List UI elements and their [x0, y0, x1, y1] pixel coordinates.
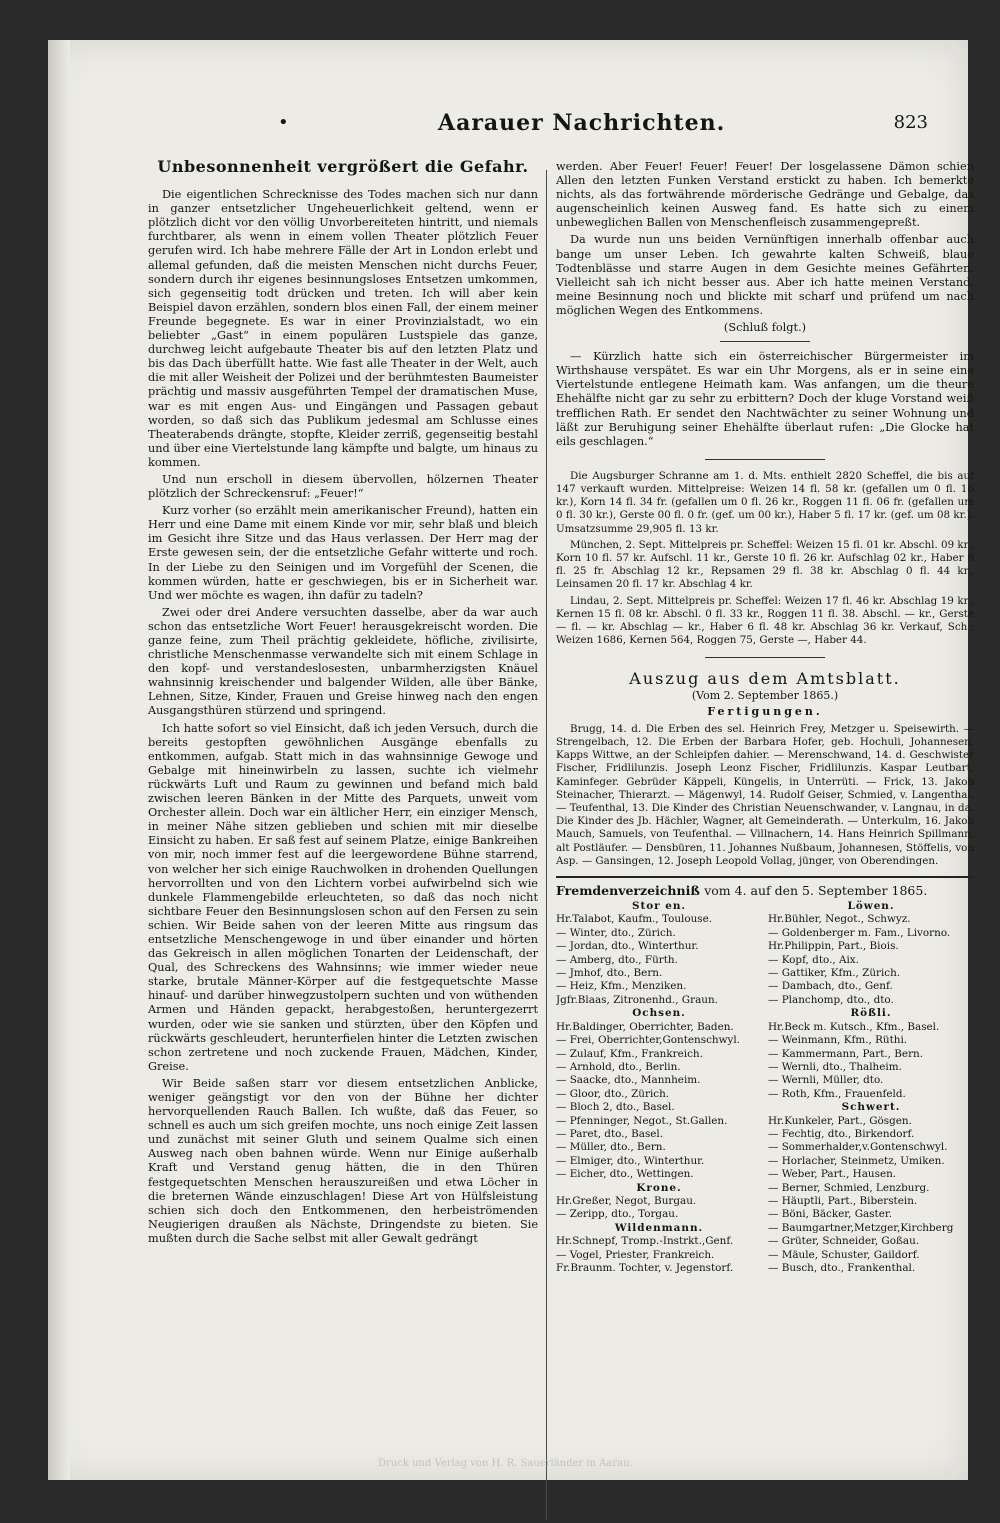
guest-entry: — Weber, Part., Hausen. — [768, 1168, 897, 1181]
divider — [720, 341, 810, 342]
guest-entry: — Winter, dto., Zürich. — [556, 926, 676, 939]
guest-entry: Hr.Baldinger, Oberrichter, Baden. — [556, 1020, 734, 1033]
article-continuation: Da wurde nun uns beiden Vernünftigen innerhalb offenbar auch bange um unser Leben. Ich gewahrte kalten Schweiß, blaue Todtenblässe und starre Augen in dem Gesichte meines Gefährten. Vielleicht sah ich nicht besser aus. Aber ich hatte meinen Verstand, meine Besinnung noch und blickte mit scharf und prüfend um nach möglichen Wegen des Entkommens. — [556, 233, 974, 317]
guest-entry: — Roth, Kfm., Frauenfeld. — [768, 1087, 906, 1100]
guest-entry: — Saacke, dto., Mannheim. — [556, 1074, 701, 1087]
guest-list-date: vom 4. auf den 5. September 1865. — [704, 882, 928, 898]
newspaper-title: Aarauer Nachrichten. — [438, 110, 726, 136]
guest-entry: — Arnhold, dto., Berlin. — [556, 1060, 681, 1073]
guest-entry: — Baumgartner,Metzger,Kirchberg — [768, 1221, 954, 1234]
guest-list-heading: Fremdenverzeichniß — [556, 882, 700, 898]
left-column — [148, 157, 538, 1249]
page-number: 823 — [893, 112, 928, 133]
guest-entry: — Kopf, dto., Aix. — [768, 953, 859, 966]
guest-entry: — Heiz, Kfm., Menziken. — [556, 980, 687, 993]
binding-edge — [48, 40, 70, 1480]
hotel-name: Schwert. — [841, 1101, 901, 1114]
article-paragraph: Zwei oder drei Andere versuchten dasselbe, aber da war auch schon das entsetzliche Wort Feuer! herausgekreischt worden. Die ganze feine, zum Theil prächtig gekleidete, höfliche, zivilisirte, christliche Menschenmasse verwandelte sich mit einem Schlage in den kopf- und verstandeslosesten, unbarmherzigsten Knäuel wahnsinnig kreischender und balgender Wilden, alle über Bänke, Lehnen, Sitze, Kinder, Frauen und Greise hinweg nach den engen Ausgangsthüren stürzend und springend. — [148, 605, 538, 718]
guest-entry: Hr.Bühler, Negot., Schwyz. — [768, 913, 911, 926]
guest-entry: — Mäule, Schuster, Gaildorf. — [768, 1248, 920, 1261]
market-report: Lindau, 2. Sept. Mittelpreis pr. Scheffel: Weizen 17 fl. 46 kr. Abschlag 19 kr., Kernen 15 fl. 08 kr. Abschl. 0 fl. 33 kr., Roggen 11 fl. 38. Abschl. — kr., Gerste — fl. — kr. Abschlag — kr., Haber 6 fl. 48 kr. Abschlag 36 kr. Verkauf, Sch.: Weizen 1686, Kernen 564, Roggen 75, Gerste —, Haber 44. — [556, 594, 974, 647]
article-paragraph: Ich hatte sofort so viel Einsicht, daß ich jeden Versuch, durch die bereits gestopften gewöhnlichen Ausgänge ebenfalls zu entkommen, aufgab. Statt mich in das wahnsinnige Gewoge und Gebalge mit hineinwirbeln zu lassen, suchte ich vielmehr rückwärts Luft und Raum zu gewinnen und befand mich bald zwischen leeren Bänken in der Mitte des Parquets, unweit vom Orchester allein. Doch war ein ältlicher Herr, ein einziger Mensch, in meiner Nähe sitzen geblieben und schien mit mir dieselbe Einsicht zu haben. Er saß fest auf seinem Platze, einige Bankreihen von mir, noch immer fest auf die leergewordene Bühne starrend, von welcher her sich einige Rauchwolken in drohenden Quellungen hervorrollten und von den Lichtern vorbei aufwirbelnd sich wie dunkele Flammengebilde erleuchteten, so daß das noch nicht sichtbare Feuer den Besinnungslosen schon auf den Fersen zu sein schien. Wir Beide sahen von der leeren Mitte aus ringsum das entsetzliche Menschengewoge in und über einander und hörten das Gekreisch in allen möglichen Tonarten der Leidenschaft, der Qual, des Schreckens des Wahnsinns; wie immer wieder neue starke, brutale Männer-Körper auf die festgequetschte Masse hinauf- und darüber hinwegzustolpern suchten und von wüthenden Armen und Händen gepackt, herabgestoßen, heruntergezerrt wurden, oder wie sie sanken und stürzten, über den Köpfen und rückwärts geschleudert, herunterfielen hinter die Letzten zwischen schon zertretene und noch zuckende Frauen, Mädchen, Kinder, Greise. — [148, 721, 538, 1073]
guest-entry: — Gloor, dto., Zürich. — [556, 1087, 670, 1100]
guest-entry: — Weinmann, Kfm., Rüthi. — [768, 1034, 908, 1047]
guest-entry: — Sommerhalder,v.Gontenschwyl. — [768, 1141, 948, 1154]
guest-entry: — Busch, dto., Frankenthal. — [768, 1262, 916, 1274]
guest-entry: — Elmiger, dto., Winterthur. — [556, 1154, 705, 1167]
divider — [705, 657, 825, 658]
guest-entry: — Wernli, dto., Thalheim. — [768, 1060, 902, 1073]
guest-entry: Jgfr.Blaas, Zitronenhd., Graun. — [556, 993, 718, 1006]
article-paragraph: Die eigentlichen Schrecknisse des Todes machen sich nur dann in ganzer entsetzlicher Ungeheuerlichkeit geltend, wenn er plötzlich dicht vor den völlig Unvorbereiteten hintritt, und niemals furchtbarer, als wenn in einem vollen Theater plötzlich Feuer gerufen wird. Ich habe mehrere Fälle der Art in London erlebt und allemal gefunden, daß die meisten Menschen nicht durchs Feuer, sondern durch ihr eigenes besinnungsloses Entsetzen umkommen, sich gegenseitig todt drücken und treten. Ich will aber kein Beispiel davon erzählen, sondern blos einen Fall, der einem meiner Freunde begegnete. Es war in einer Provinzialstadt, wo ein beliebter „Gast“ in einem populären Lustspiele das ganze, durchweg leicht aufgebaute Theater bis auf den letzten Platz und bis das Dach überfüllt hatte. Wie fast alle Theater in der Welt, auch die mit aller Weisheit der Polizei und der berühmtesten Baumeister prächtig und massiv ausgeführten Tempel der dramatischen Muse, war es mit engen Aus- und Eingängen und Passagen gebaut worden, so daß sich das Publikum jedesmal am Schlusse eines Theaterabends drängte, stopfte, Kleider zerriß, gegenseitig bestahl und über eine Viertelstunde lang kämpfte und balgte, um hinaus zu kommen. — [148, 188, 538, 469]
guest-entry: — Wernli, Müller, dto. — [768, 1074, 884, 1087]
amtsblatt-text: Brugg, 14. d. Die Erben des sel. Heinrich Frey, Metzger u. Speisewirth. — Strengelbach, 12. Die Erben der Barbara Hofer, geb. Hochuli, Johannesen, Kapps Wittwe, an der Schleipfen dahier. — Merenschwand, 14. d. Geschwister Fischer, Fridlilunzis. Joseph Leonz Fischer, Fridlilunzis. Kaspar Leutbart, Kaminfeger. Gebrüder Käppeli, Küngelis, in Unterrüti. — Frick, 13. Jakob Steinacher, Thierarzt. — Mägenwyl, 14. Rudolf Geiser, Schmied, v. Langenthal. — Teufenthal, 13. Die Kinder des Christian Neuenschwander, v. Langnau, in da. Die Kinder des Jb. Hächler, Wagner, alt Gemeinderath. — Unterkulm, 16. Jakob Mauch, Samuels, von Teufenthal. — Villnachern, 14. Hans Heinrich Spillmann, alt Postläufer. — Densbüren, 11. Johannes Nußbaum, Johannesen, Stöffelis, von Asp. — Gansingen, 12. Joseph Leopold Vollag, jünger, von Oberendingen. — [556, 722, 974, 867]
market-reports — [556, 470, 974, 648]
guest-entry: — Dambach, dto., Genf. — [768, 980, 893, 993]
article-paragraph: Und nun erscholl in diesem übervollen, hölzernen Theater plötzlich der Schreckensruf: „Feuer!“ — [148, 472, 538, 501]
amtsblatt-subheading: Fertigungen. — [707, 704, 823, 718]
guest-entry: Hr.Schnepf, Tromp.-Instrkt.,Genf. — [556, 1235, 734, 1248]
guest-entry: — Fechtig, dto., Birkendorf. — [768, 1127, 915, 1140]
guest-entry: — Goldenberger m. Fam., Livorno. — [768, 926, 951, 939]
guest-list — [556, 900, 974, 1275]
page-header — [218, 110, 958, 140]
column-divider — [546, 170, 547, 1520]
printer-imprint: Druck und Verlag von H. R. Sauerländer in Aarau. — [378, 1458, 633, 1469]
guest-list-title — [556, 884, 974, 898]
newspaper-page — [48, 40, 974, 1480]
divider — [705, 459, 825, 460]
guest-entry: Hr.Talabot, Kaufm., Toulouse. — [556, 913, 713, 926]
guest-entry: — Amberg, dto., Fürth. — [556, 953, 678, 966]
guest-entry: — Jordan, dto., Winterthur. — [556, 940, 699, 953]
to-be-continued: (Schluß folgt.) — [723, 321, 807, 335]
market-report: Die Augsburger Schranne am 1. d. Mts. enthielt 2820 Scheffel, die bis auf 147 verkauft wurden. Mittelpreise: Weizen 14 fl. 58 kr. (gefallen um 0 fl. 16 kr.), Korn 14 fl. 34 fr. (gefallen um 0 fl. 26 kr., Roggen 11 fl. 06 fr. (gefallen um 0 fl. 30 kr.), Gerste 00 fl. 0 fr. (gef. um 00 kr.), Haber 5 fl. 17 kr. (gef. um 08 kr.). Umsatzsumme 29,905 fl. 13 kr. — [556, 469, 974, 535]
guest-entry: — Planchomp, dto., dto. — [768, 993, 894, 1006]
guest-entry: Hr.Kunkeler, Part., Gösgen. — [768, 1114, 912, 1127]
market-report: München, 2. Sept. Mittelpreis pr. Scheffel: Weizen 15 fl. 01 kr. Abschl. 09 kr., Korn 10 fl. 57 kr. Aufschl. 11 kr., Gerste 10 fl. 26 kr. Aufschlag 02 kr., Haber 6 fl. 25 fr. Abschlag 12 kr., Repsamen 29 fl. 38 kr. Abschlag 0 fl. 44 kr., Leinsamen 20 fl. 17 kr. Abschlag 4 kr. — [556, 538, 974, 591]
hotel-name: Ochsen. — [632, 1007, 686, 1020]
divider — [556, 876, 974, 878]
guest-entry: — Zeripp, dto., Torgau. — [556, 1208, 679, 1221]
hotel-name: Stor en. — [631, 900, 687, 913]
guest-entry: — Horlacher, Steinmetz, Umiken. — [768, 1154, 945, 1167]
guest-entry: — Böni, Bäcker, Gaster. — [768, 1208, 893, 1221]
guest-entry: — Paret, dto., Basel. — [556, 1127, 664, 1140]
guest-entry: — Häuptli, Part., Biberstein. — [768, 1194, 918, 1207]
article-continuation: werden. Aber Feuer! Feuer! Feuer! Der losgelassene Dämon schien Allen den letzten Funken Verstand erstickt zu haben. Ich bemerkte nichts, als das fortwährende mörderische Gedränge und Gebalge, das augenscheinlich keinen Ausweg fand. Es hatte sich zu einem unbeweglichen Ballen von Menschenfleisch zusammengepreßt. — [556, 160, 974, 230]
amtsblatt-title: Auszug aus dem Amtsblatt. — [629, 669, 901, 689]
guest-entry: — Gattiker, Kfm., Zürich. — [768, 967, 901, 980]
hotel-name: Rößli. — [850, 1007, 892, 1020]
header-mark: • — [278, 112, 289, 133]
hotel-name: Löwen. — [847, 900, 895, 913]
guest-entry: — Eicher, dto., Wettingen. — [556, 1168, 694, 1181]
guest-entry: — Frei, Oberrichter,Gontenschwyl. — [556, 1034, 740, 1047]
guest-entry: Hr.Beck m. Kutsch., Kfm., Basel. — [768, 1020, 940, 1033]
article-paragraph: Kurz vorher (so erzählt mein amerikanischer Freund), hatten ein Herr und eine Dame mit einem Kinde vor mir, sehr blaß und bleich im Gesicht ihre Sitze und das Haus verlassen. Der Herr mag der Erste gewesen sein, der die entsetzliche Gefahr witterte und roch. In der Liebe zu den Seinigen und im Vorgefühl der Scenen, die kommen würden, hatte er geschwiegen, bis er in Sicherheit war. Und wer möchte es wagen, ihn dafür zu tadeln? — [148, 504, 538, 602]
article-title: Unbesonnenheit vergrößert die Gefahr. — [157, 157, 529, 176]
guest-entry: — Zulauf, Kfm., Frankreich. — [556, 1047, 703, 1060]
guest-column-right — [768, 900, 974, 1275]
guest-column-left — [556, 900, 762, 1275]
guest-entry: — Berner, Schmied, Lenzburg. — [768, 1181, 930, 1194]
guest-entry: Fr.Braunm. Tochter, v. Jegenstorf. — [556, 1262, 734, 1274]
guest-entry: — Pfenninger, Negot., St.Gallen. — [556, 1114, 728, 1127]
article-paragraph: Wir Beide saßen starr vor diesem entsetzlichen Anblicke, weniger geängstigt vor den von der Bühne her dichter hervorquellenden Rauch Ballen. Ich wußte, daß das Feuer, so schnell es auch um sich greifen mochte, uns noch einige Zeit lassen und zunächst mit seiner Gluth und seinem Qualme sich einen Ausweg nach oben bahnen würde. Wenn nur Einige außerhalb Kraft und Verstand genug hätten, die in den Thüren festgequetschten Menschen herauszureißen und etwa Löcher in die breternen Wände einzuschlagen! Diese Art von Hülfsleistung schien sich doch den Entkommenen, den herbeiströmenden Neugierigen draußen als Nächste, Dringendste zu bieten. Sie mußten durch die Sache selbst mit aller Gewalt gedrängt — [148, 1076, 538, 1245]
hotel-name: Wildenmann. — [614, 1221, 704, 1234]
guest-entry: — Kammermann, Part., Bern. — [768, 1047, 924, 1060]
guest-entry: — Vogel, Priester, Frankreich. — [556, 1248, 715, 1261]
guest-entry: — Grüter, Schneider, Goßau. — [768, 1235, 920, 1248]
anecdote: — Kürzlich hatte sich ein österreichischer Bürgermeister im Wirthshause verspätet. Es war ein Uhr Morgens, als er in seine eine Viertelstunde entlegene Heimath kam. Was anfangen, um die theure Ehehälfte nicht gar zu sehr zu erbittern? Doch der kluge Vorstand weiß trefflichen Rath. Er sendet den Nachtwächter zu seiner Wohnung und läßt zur Beruhigung seiner Ehehälfte überlaut rufen: „Die Glocke hat eils geschlagen.“ — [556, 350, 974, 448]
guest-entry: Hr.Philippin, Part., Biois. — [768, 940, 899, 953]
amtsblatt-date: (Vom 2. September 1865.) — [691, 688, 839, 702]
guest-entry: — Müller, dto., Bern. — [556, 1141, 666, 1154]
hotel-name: Krone. — [636, 1181, 682, 1194]
guest-entry: — Jmhof, dto., Bern. — [556, 967, 663, 980]
guest-entry: — Bloch 2, dto., Basel. — [556, 1101, 675, 1114]
right-column — [556, 160, 974, 1275]
guest-entry: Hr.Greßer, Negot, Burgau. — [556, 1194, 697, 1207]
